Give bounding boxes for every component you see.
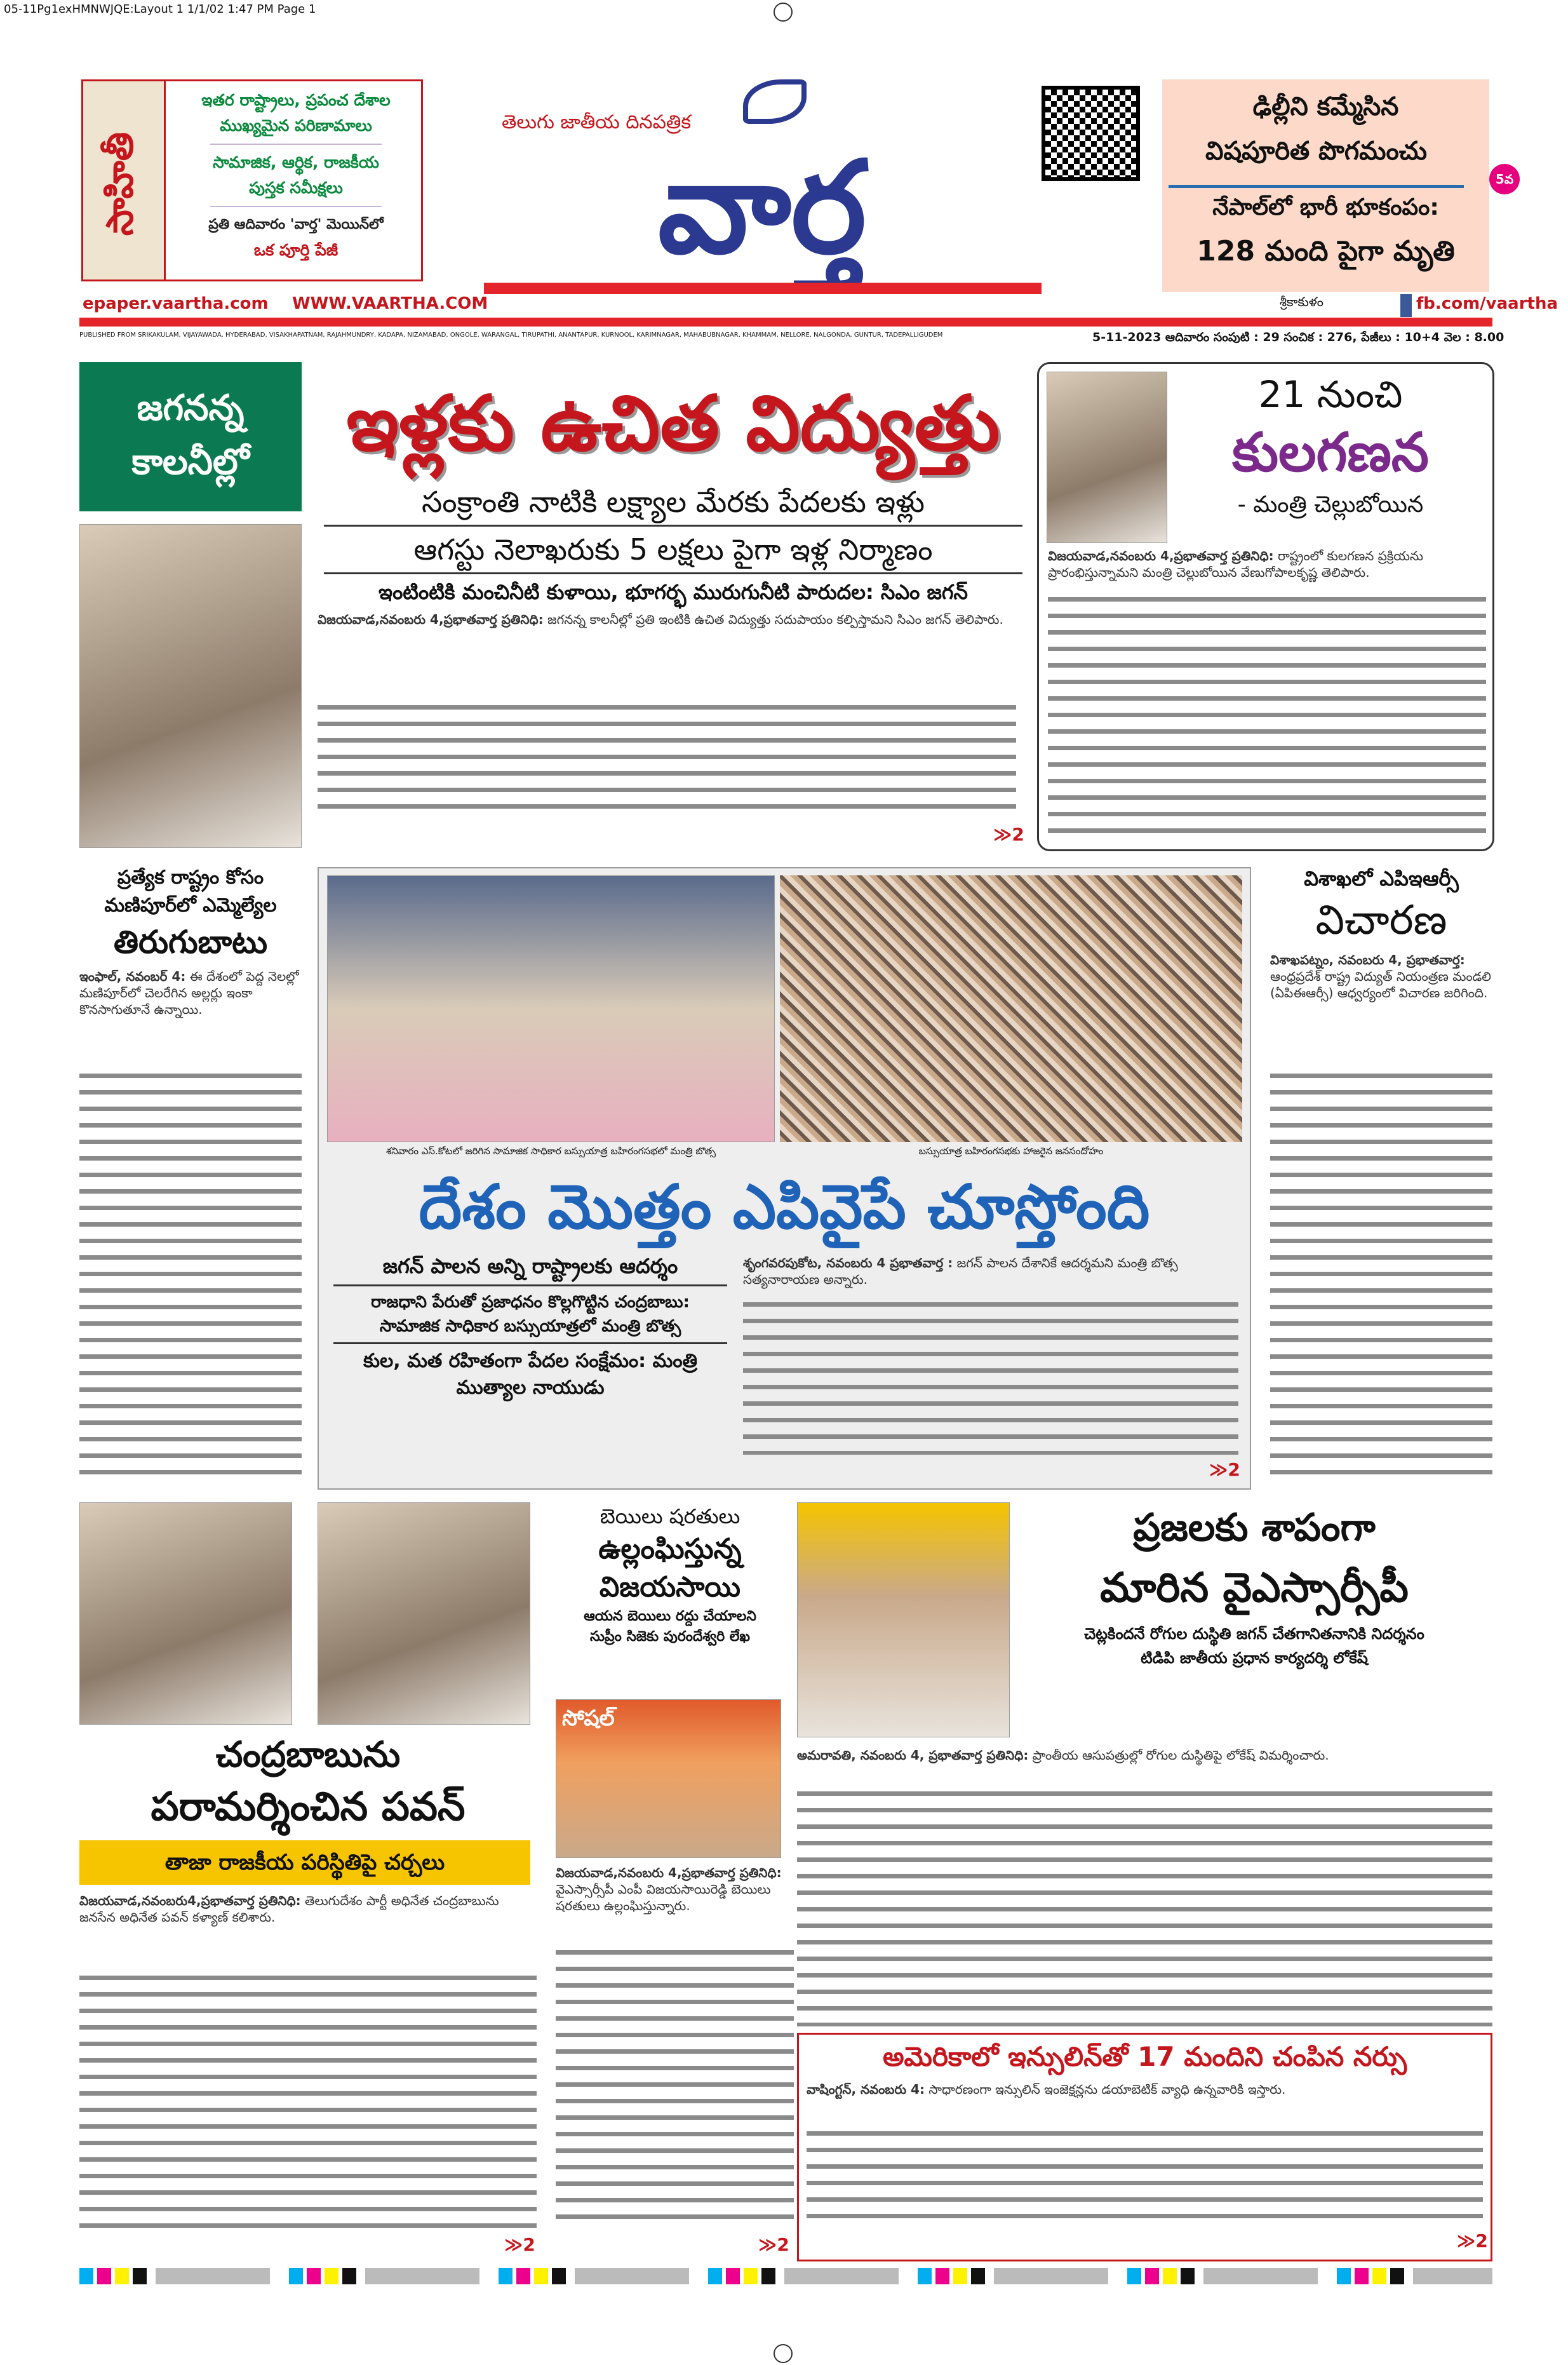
lead-subhead: ఇంటింటికి మంచినీటి కుళాయి, భూగర్భ మురుగునీటి పారుదల: సిఎం జగన్ [379,580,968,604]
promo-line: పుస్తక సమీక్షలు [249,179,343,197]
pawan-banner: తాజా రాజకీయ పరిస్థితిపై చర్చలు [79,1840,530,1885]
manipur-body-text [79,1067,302,1486]
photo-caption: శనివారం ఎస్.కోటలో జరిగిన సామాజిక సాధికార బస్సుయాత్ర బహిరంగసభలో మంత్రి బొత్స [386,1145,716,1157]
caste-body: విజయవాడ,నవంబరు 4,ప్రభాతవార్త ప్రతినిధి: రాష్ట్రంలో కులగణన ప్రక్రియను ప్రారంభిస్తున్నామని మంత్రి చెల్లుబోయిన వేణుగోపాలకృష్ణ తెలిపారు. [1048,548,1486,581]
minister-photo [1047,372,1167,543]
botsa-speech-photo [327,875,775,1142]
facebook-link[interactable]: fb.com/vaartha [1416,294,1558,313]
qr-code[interactable] [1042,86,1140,181]
pawan-photo [318,1502,530,1725]
yatra-subhead: కుల, మత రహితంగా పేదల సంక్షేమం: మంత్రి ముత్యాల నాయుడు [363,1350,698,1399]
nurse-headline: అమెరికాలో ఇన్సులిన్‌తో 17 మందిని చంపిన నర్సు [882,2041,1407,2072]
photo-banner-text: సోషల్ [562,1706,615,1731]
teaser-line: ఢిల్లీని కమ్మేసిన [1252,92,1399,121]
lead-subhead: ఆగస్టు నెలాఖరుకు 5 లక్షలు పైగా ఇళ్ల నిర్మాణం [413,532,933,567]
promo-line: ఇతర రాష్ట్రాలు, ప్రపంచ దేశాల [201,91,391,109]
caste-headline: కులగణన [1232,421,1429,483]
yatra-subhead: రాజధాని పేరుతో ప్రజాధనం కొల్లగొట్టిన చంద్రబాబు: [371,1293,690,1312]
dove-icon [743,79,807,124]
pawan-body-text [79,1969,537,2230]
header-rule [79,318,1492,327]
photo-caption: బస్సుయాత్ర బహిరంగసభకు హాజరైన జనసందోహం [918,1145,1104,1157]
aperc-body-text [1270,1067,1492,1486]
lead-body-text [318,699,1016,819]
manipur-line: ప్రత్యేక రాష్ట్రం కోసం [117,866,264,889]
promo-line: ఒక పూర్తి పేజీ [253,241,338,259]
tagline: తెలుగు జాతీయ దినపత్రిక [502,111,692,133]
masthead-underline [484,283,1042,294]
yatra-subhead: జగన్ పాలన అన్ని రాష్ట్రాలకు ఆదర్శం [382,1254,678,1278]
chandrababu-photo [79,1502,292,1725]
manipur-body: ఇంఫాల్, నవంబర్ 4: ఈ దేశంలో పెద్ద నెలల్లో మణిపూర్‌లో చెలరేగిన అల్లర్లు ఇంకా కొనసాగుతూనే ఉన్నాయి. [79,968,302,1018]
vijayasai-subhead: సుప్రీం సిజెకు పురందేశ్వరి లేఖ [589,1629,751,1645]
lokesh-photo [797,1502,1010,1737]
published-from: PUBLISHED FROM SRIKAKULAM, VIJAYAWADA, HYDERABAD, VISAKHAPATNAM, RAJAHMUNDRY, KADAPA, NIZAMABAD, ONGOLE, WARANGAL, TIRUPATHI, ANANTAPUR, KURNOOL, KARIMNAGAR, MAHABUBNAGAR, KHAMMAM, NELLORE, NALGONDA, GUNTUR, TADEPALLIGUDEM [79,332,943,339]
promo-box [81,79,423,281]
yatra-subhead: సామాజిక సాధికార బస్సుయాత్రలో మంత్రి బొత్స [379,1317,681,1336]
epaper-link[interactable]: epaper.vaartha.com [83,294,269,313]
sahithi-logo: సాహితీ [83,81,166,280]
lokesh-line: ప్రజలకు శాపంగా [1133,1506,1376,1550]
caste-line1: 21 నుంచి [1258,373,1403,416]
continued-page-link[interactable]: ≫2 [991,825,1027,845]
pawan-headline: పరామర్శించిన పవన్ [151,1783,466,1829]
lead-headline: ఇళ్లకు ఉచిత విద్యుత్తు [346,380,1000,468]
crowd-photo [780,875,1242,1142]
manipur-line: మణిపూర్‌లో ఎమ్మెల్యేల [104,894,277,917]
vijayasai-subhead: ఆయన బెయిలు రద్దు చేయాలని [584,1608,756,1624]
promo-line: ప్రతి ఆదివారం 'వార్త' మెయిన్‌లో [208,217,384,232]
continued-page-link[interactable]: ≫2 [1207,1460,1243,1480]
yatra-headline: దేశం మొత్తం ఎపివైపే చూస్తోంది [419,1171,1150,1243]
registration-mark-icon [774,2344,793,2363]
nurse-body: వాషింగ్టన్, నవంబరు 4: సాధారణంగా ఇన్సులిన్ ఇంజెక్షన్లను డయాబెటిక్ వ్యాధి ఉన్నవారికి ఇస్తారు. [807,2081,1483,2098]
lokesh-subhead: టిడిపి జాతీయ ప్రధాన కార్యదర్శి లోకేష్ [1141,1649,1368,1667]
lead-subhead: సంక్రాంతి నాటికి లక్ష్యాల మేరకు పేదలకు ఇళ్లు [422,485,925,519]
page-badge[interactable]: 5వ [1489,164,1520,194]
vijayasai-line: బెయిలు షరతులు [600,1504,740,1528]
edition-name: శ్రీకాకుళం [1280,294,1323,309]
caste-byline: - మంత్రి చెల్లుబోయిన [1237,492,1424,518]
aperc-line: విశాఖలో ఎపిఇఆర్సీ [1304,866,1459,891]
promo-line: ముఖ్యమైన పరిణామాలు [220,116,372,135]
kicker-box: జగనన్న కాలనీల్లో [79,362,302,511]
lokesh-body-text [797,1785,1492,2026]
vijayasai-headline: విజయసాయి [600,1571,740,1603]
facebook-icon [1400,294,1412,317]
promo-line: సామాజిక, ఆర్థిక, రాజకీయ [213,153,379,172]
pawan-body: విజయవాడ,నవంబరు4,ప్రభాతవార్త ప్రతినిధి: తెలుగుదేశం పార్టీ అధినేత చంద్రబాబును జనసేన అధినేత పవన్ కళ్యాణ్ కలిశారు. [79,1892,537,1925]
teaser-line: విషపూరిత పొగమంచు [1205,137,1427,166]
teaser-box [1162,79,1489,292]
aperc-headline: విచారణ [1315,897,1447,944]
lokesh-headline: మారిన వైఎస్సార్సీపీ [1100,1565,1409,1612]
nurse-body-text [807,2125,1483,2227]
print-slug: 05-11Pg1exHMNWJQE:Layout 1 1/1/02 1:47 PM Page 1 [4,3,316,16]
masthead-logo: వార్త [657,134,867,282]
vijayasai-body: విజయవాడ,నవంబరు 4,ప్రభాతవార్త ప్రతినిధి: వైఎస్సార్సీపీ ఎంపీ విజయసాయిరెడ్డి బెయిలు షరతులు ఉల్లంఘిస్తున్నారు. [556,1864,794,1914]
yatra-body-text [743,1296,1238,1455]
vijayasai-body-text [556,1944,794,2230]
pawan-line: చంద్రబాబును [215,1734,401,1775]
registration-mark-icon [774,3,793,22]
continued-page-link[interactable]: ≫2 [756,2235,792,2255]
lead-body: విజయవాడ,నవంబరు 4,ప్రభాతవార్త ప్రతినిధి: జగనన్న కాలనీల్లో ప్రతి ఇంటికి ఉచిత విద్యుత్తు సదుపాయం కల్పిస్తామని సిఎం జగన్ తెలిపారు. [318,611,1029,628]
color-registration-bar [79,2268,1492,2284]
lokesh-subhead: చెట్లకిందనే రోగుల దుస్థితి జగన్ చేతగానితనానికి నిదర్శనం [1084,1625,1424,1643]
issue-info: 5-11-2023 ఆదివారం సంపుటి : 29 సంచిక : 276, పేజీలు : 10+4 వెల : 8.00 [1092,330,1504,344]
yatra-body: శృంగవరపుకోట, నవంబరు 4 ప్రభాతవార్త : జగన్ పాలన దేశానికే ఆదర్శమని మంత్రి బొత్స సత్యనారాయణ అన్నారు. [743,1255,1238,1288]
cm-jagan-photo [79,524,302,848]
teaser-line: నేపాల్‌లో భారీ భూకంపం: [1212,194,1439,220]
website-link[interactable]: WWW.VAARTHA.COM [292,294,488,313]
continued-page-link[interactable]: ≫2 [1454,2231,1491,2251]
lokesh-body: అమరావతి, నవంబరు 4, ప్రభాతవార్త ప్రతినిధి: ప్రాంతీయ ఆసుపత్రుల్లో రోగుల దుస్థితిపై లోకేష్ విమర్శించారు. [797,1747,1492,1763]
caste-body-text [1048,591,1486,842]
continued-page-link[interactable]: ≫2 [502,2235,538,2255]
aperc-body: విశాఖపట్నం, నవంబరు 4, ప్రభాతవార్త: ఆంధ్రప్రదేశ్ రాష్ట్ర విద్యుత్ నియంత్రణ మండలి (ఏపిఈఆర్సీ) ఆధ్వర్యంలో విచారణ జరిగింది. [1270,952,1492,1001]
teaser-line: 128 మంది పైగా మృతి [1196,235,1455,267]
manipur-headline: తిరుగుబాటు [114,924,267,960]
vijayasai-line: ఉల్లంఘిస్తున్న [598,1533,742,1565]
